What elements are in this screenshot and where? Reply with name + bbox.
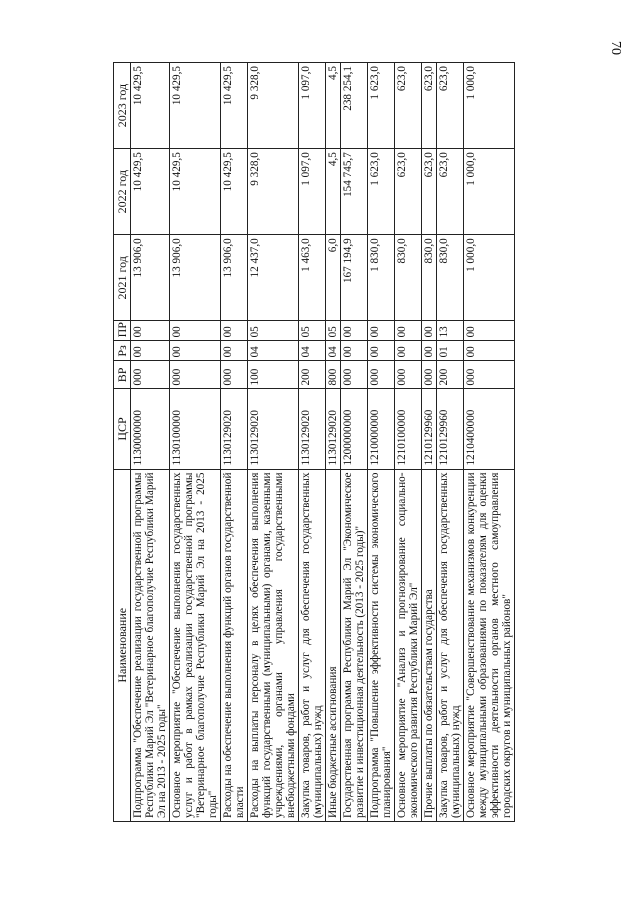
cell-vr: 000 xyxy=(368,361,395,389)
cell-csr: 1200000000 xyxy=(341,389,368,469)
cell-vr: 200 xyxy=(299,361,326,389)
cell-csr: 1130129020 xyxy=(326,389,341,469)
table-row xyxy=(437,63,464,822)
cell-csr: 1130129020 xyxy=(299,389,326,469)
cell-rz: 00 xyxy=(464,341,515,361)
rotated-sheet xyxy=(113,62,639,818)
cell-y2023: 1 623,0 xyxy=(368,63,395,149)
cell-y2021: 6,0 xyxy=(326,235,341,321)
cell-pr: 00 xyxy=(422,321,437,341)
cell-pr: 00 xyxy=(395,321,422,341)
cell-y2023: 4,5 xyxy=(326,63,341,149)
table-row xyxy=(395,63,422,822)
budget-table xyxy=(113,62,515,822)
header-2021: 2021 год xyxy=(114,235,131,321)
cell-pr: 13 xyxy=(437,321,464,341)
cell-csr: 1130129020 xyxy=(248,389,299,469)
cell-y2022: 623,0 xyxy=(422,149,437,235)
cell-y2022: 4,5 xyxy=(326,149,341,235)
cell-y2022: 10 429,5 xyxy=(131,149,170,235)
cell-pr: 05 xyxy=(299,321,326,341)
cell-csr: 1130129020 xyxy=(221,389,248,469)
cell-vr: 000 xyxy=(422,361,437,389)
cell-y2022: 154 745,7 xyxy=(341,149,368,235)
cell-y2022: 10 429,5 xyxy=(170,149,221,235)
cell-csr: 1130000000 xyxy=(131,389,170,469)
cell-rz: 04 xyxy=(248,341,299,361)
cell-name: Прочие выплаты по обязательствам государства xyxy=(422,469,437,821)
cell-y2023: 10 429,5 xyxy=(170,63,221,149)
cell-y2022: 623,0 xyxy=(395,149,422,235)
table-row xyxy=(326,63,341,822)
cell-vr: 100 xyxy=(248,361,299,389)
cell-pr: 05 xyxy=(326,321,341,341)
cell-y2023: 1 097,0 xyxy=(299,63,326,149)
cell-csr: 1210000000 xyxy=(368,389,395,469)
cell-y2023: 623,0 xyxy=(395,63,422,149)
cell-y2022: 1 623,0 xyxy=(368,149,395,235)
cell-y2021: 830,0 xyxy=(422,235,437,321)
cell-y2023: 10 429,5 xyxy=(221,63,248,149)
table-row xyxy=(170,63,221,822)
cell-name: Основное мероприятие "Обеспечение выполнения государственных услуг и работ в рамках реализации государственной программы "Ветеринарное благополучие Республики Марий Эл на 2013 - 2025 годы" xyxy=(170,469,221,821)
cell-y2022: 623,0 xyxy=(437,149,464,235)
cell-rz: 04 xyxy=(299,341,326,361)
table-row xyxy=(248,63,299,822)
cell-y2021: 167 194,9 xyxy=(341,235,368,321)
cell-pr: 00 xyxy=(341,321,368,341)
table-body xyxy=(131,63,515,822)
cell-y2023: 9 328,0 xyxy=(248,63,299,149)
cell-y2022: 1 000,0 xyxy=(464,149,515,235)
cell-name: Расходы на обеспечение выполнения функций органов государственной власти xyxy=(221,469,248,821)
table-row xyxy=(221,63,248,822)
cell-rz: 00 xyxy=(395,341,422,361)
header-2023: 2023 год xyxy=(114,63,131,149)
cell-rz: 00 xyxy=(422,341,437,361)
cell-name: Подпрограмма "Обеспечение реализации государственной программы Республики Марий Эл "Ветеринарное благополучие Республики Марий Эл на 2013 - 2025 годы" xyxy=(131,469,170,821)
cell-csr: 1210129960 xyxy=(422,389,437,469)
cell-name: Расходы на выплаты персоналу в целях обеспечения выполнения функций государственными (муниципальными) органами, казенными учреждениями, органами управления государственными внебюджетными фондами xyxy=(248,469,299,821)
cell-y2022: 10 429,5 xyxy=(221,149,248,235)
cell-y2022: 1 097,0 xyxy=(299,149,326,235)
table-row xyxy=(131,63,170,822)
header-2022: 2022 год xyxy=(114,149,131,235)
cell-rz: 00 xyxy=(170,341,221,361)
cell-y2023: 10 429,5 xyxy=(131,63,170,149)
table-row xyxy=(341,63,368,822)
cell-name: Закупка товаров, работ и услуг для обеспечения государственных (муниципальных) нужд xyxy=(437,469,464,821)
cell-y2021: 830,0 xyxy=(437,235,464,321)
cell-y2022: 9 328,0 xyxy=(248,149,299,235)
cell-name: Основное мероприятие "Совершенствование механизмов конкуренции между муниципальными образованиями по показателям для оценки эффективности деятельности органов местного самоуправления городских округов и муниципальных районов" xyxy=(464,469,515,821)
cell-rz: 04 xyxy=(326,341,341,361)
header-csr: ЦСР xyxy=(114,389,131,469)
cell-vr: 000 xyxy=(131,361,170,389)
cell-rz: 00 xyxy=(341,341,368,361)
cell-pr: 05 xyxy=(248,321,299,341)
table-row xyxy=(299,63,326,822)
page-number: 70 xyxy=(608,41,623,55)
cell-vr: 000 xyxy=(221,361,248,389)
rotated-table-container xyxy=(113,62,513,822)
cell-y2023: 623,0 xyxy=(437,63,464,149)
cell-name: Государственная программа Республики Марий Эл "Экономическое развитие и инвестиционная деятельность (2013 - 2025 годы)" xyxy=(341,469,368,821)
cell-vr: 200 xyxy=(437,361,464,389)
cell-vr: 000 xyxy=(341,361,368,389)
cell-pr: 00 xyxy=(170,321,221,341)
cell-pr: 00 xyxy=(464,321,515,341)
cell-csr: 1210129960 xyxy=(437,389,464,469)
cell-csr: 1130100000 xyxy=(170,389,221,469)
cell-pr: 00 xyxy=(221,321,248,341)
cell-name: Подпрограмма "Повышение эффективности системы экономического планирования" xyxy=(368,469,395,821)
cell-rz: 00 xyxy=(131,341,170,361)
cell-vr: 000 xyxy=(395,361,422,389)
header-pr: ПР xyxy=(114,321,131,341)
header-vr: ВР xyxy=(114,361,131,389)
table-row xyxy=(422,63,437,822)
cell-name: Иные бюджетные ассигнования xyxy=(326,469,341,821)
cell-y2021: 1 830,0 xyxy=(368,235,395,321)
cell-y2021: 830,0 xyxy=(395,235,422,321)
table-row xyxy=(464,63,515,822)
cell-pr: 00 xyxy=(131,321,170,341)
cell-y2021: 1 463,0 xyxy=(299,235,326,321)
cell-y2023: 623,0 xyxy=(422,63,437,149)
cell-y2023: 1 000,0 xyxy=(464,63,515,149)
header-name: Наименование xyxy=(114,469,131,821)
header-rz: Рз xyxy=(114,341,131,361)
cell-pr: 00 xyxy=(368,321,395,341)
table-header-row xyxy=(114,63,131,822)
cell-vr: 000 xyxy=(170,361,221,389)
cell-name: Закупка товаров, работ и услуг для обеспечения государственных (муниципальных) нужд xyxy=(299,469,326,821)
cell-name: Основное мероприятие "Анализ и прогнозирование социально-экономического развития Республики Марий Эл" xyxy=(395,469,422,821)
table-row xyxy=(368,63,395,822)
cell-y2021: 13 906,0 xyxy=(170,235,221,321)
cell-y2021: 13 906,0 xyxy=(131,235,170,321)
cell-y2021: 1 000,0 xyxy=(464,235,515,321)
cell-rz: 00 xyxy=(221,341,248,361)
cell-csr: 1210100000 xyxy=(395,389,422,469)
cell-rz: 00 xyxy=(368,341,395,361)
cell-rz: 01 xyxy=(437,341,464,361)
cell-vr: 000 xyxy=(464,361,515,389)
cell-vr: 800 xyxy=(326,361,341,389)
cell-y2021: 12 437,0 xyxy=(248,235,299,321)
cell-csr: 1210400000 xyxy=(464,389,515,469)
cell-y2023: 238 254,1 xyxy=(341,63,368,149)
cell-y2021: 13 906,0 xyxy=(221,235,248,321)
